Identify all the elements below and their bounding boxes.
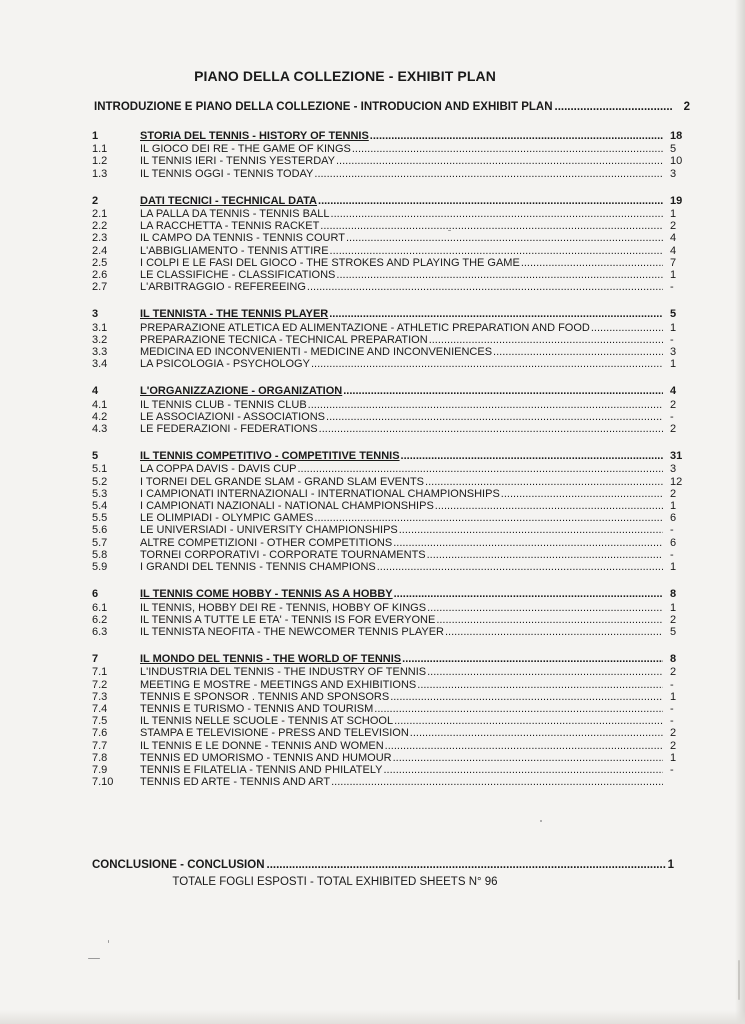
leader-dots xyxy=(383,764,663,776)
entry-title: IL TENNIS, HOBBY DEI RE - TENNIS, HOBBY OF KINGS xyxy=(140,601,427,614)
entry-number: 7.6 xyxy=(92,727,108,740)
entry-number: 5.4 xyxy=(92,500,108,513)
entry-number: 2.1 xyxy=(92,208,108,221)
entry-page: 1 xyxy=(670,690,677,703)
leader-dots xyxy=(410,727,663,739)
entry-page: 4 xyxy=(670,385,677,398)
leader-dots xyxy=(393,537,663,549)
leader-dots xyxy=(319,423,663,435)
leader-dots xyxy=(311,358,663,370)
entry-page: 5 xyxy=(670,308,677,321)
entry-title: IL TENNIS COMPETITIVO - COMPETITIVE TENNIS xyxy=(140,450,400,463)
entry-title: LA COPPA DAVIS - DAVIS CUP xyxy=(140,463,297,476)
section-heading xyxy=(92,588,692,600)
conclusion-entry xyxy=(92,859,674,872)
entry-page: 2 xyxy=(670,220,677,233)
leader-dots xyxy=(267,859,666,872)
entry-number: 3 xyxy=(92,308,99,321)
entry-number: 2.5 xyxy=(92,256,108,269)
entry-title: I CAMPIONATI NAZIONALI - NATIONAL CHAMPIONSHIPS xyxy=(140,500,434,513)
toc-entry xyxy=(92,561,692,573)
leader-dots xyxy=(393,752,663,764)
entry-number: 7.1 xyxy=(92,666,108,679)
entry-page: 4 xyxy=(670,244,677,257)
entry-title: TENNIS E SPONSOR . TENNIS AND SPONSORS xyxy=(140,690,390,703)
leader-dots xyxy=(394,588,663,600)
entry-page: 1 xyxy=(670,561,677,574)
toc-entry xyxy=(92,764,692,776)
entry-number: 5.3 xyxy=(92,487,108,500)
entry-page: - xyxy=(670,333,674,346)
leader-dots xyxy=(352,143,663,155)
entry-page: 3 xyxy=(670,167,677,180)
entry-title: PREPARAZIONE TECNICA - TECHNICAL PREPARATION xyxy=(140,333,428,346)
entry-page: 8 xyxy=(670,653,677,666)
entry-title: IL CAMPO DA TENNIS - TENNIS COURT xyxy=(140,232,345,245)
entry-number: 6.1 xyxy=(92,601,108,614)
entry-title: MEDICINA ED INCONVENIENTI - MEDICINE AND INCONVENIENCES xyxy=(140,346,493,359)
toc-entry xyxy=(92,614,692,626)
leader-dots xyxy=(417,679,663,691)
toc-section xyxy=(92,450,692,573)
entry-title: IL TENNIS NELLE SCUOLE - TENNIS AT SCHOOL xyxy=(140,715,394,728)
toc-entry xyxy=(92,512,692,524)
leader-dots xyxy=(318,195,663,207)
entry-number: 2.4 xyxy=(92,244,108,257)
entry-page: 2 xyxy=(670,487,677,500)
entry-page: 6 xyxy=(670,536,677,549)
leader-dots xyxy=(336,269,663,281)
entry-title: STAMPA E TELEVISIONE - PRESS AND TELEVISION xyxy=(140,727,409,740)
entry-number: 5.1 xyxy=(92,463,108,476)
entry-title: IL TENNIS IERI - TENNIS YESTERDAY xyxy=(140,155,335,168)
toc-entry xyxy=(92,334,692,346)
leader-dots xyxy=(336,155,663,167)
entry-title: PREPARAZIONE ATLETICA ED ALIMENTAZIONE - ATHLETIC PREPARATION AND FOOD xyxy=(140,321,590,334)
entry-number: 2 xyxy=(92,194,99,207)
entry-number: 6.2 xyxy=(92,613,108,626)
entry-number: 5.9 xyxy=(92,561,108,574)
entry-page: 2 xyxy=(670,666,677,679)
leader-dots xyxy=(329,308,663,320)
toc-entry xyxy=(92,322,692,334)
entry-title: IL TENNIS CLUB - TENNIS CLUB xyxy=(140,398,307,411)
entry-number: 7.8 xyxy=(92,751,108,764)
leader-dots xyxy=(298,463,664,475)
leader-dots xyxy=(427,666,663,678)
entry-title: I GRANDI DEL TENNIS - TENNIS CHAMPIONS xyxy=(140,561,376,574)
leader-dots xyxy=(385,740,663,752)
entry-number: 4.1 xyxy=(92,398,108,411)
leader-dots xyxy=(343,385,663,397)
entry-title: LA PSICOLOGIA - PSYCHOLOGY xyxy=(140,358,310,371)
toc-entry xyxy=(92,399,692,411)
section-heading xyxy=(92,308,692,320)
toc-entry xyxy=(92,500,692,512)
leader-dots xyxy=(331,208,663,220)
toc-section xyxy=(92,385,692,435)
toc-entry xyxy=(92,476,692,488)
entry-number: 2.2 xyxy=(92,220,108,233)
entry-title: IL TENNIS A TUTTE LE ETA' - TENNIS IS FOR EVERYONE xyxy=(140,613,436,626)
toc-entry xyxy=(92,524,692,536)
entry-title: L'ORGANIZZAZIONE - ORGANIZATION xyxy=(140,385,343,398)
toc-entry xyxy=(92,358,692,370)
entry-title: LE UNIVERSIADI - UNIVERSITY CHAMPIONSHIPS xyxy=(140,524,398,537)
entry-title: I COLPI E LE FASI DEL GIOCO - THE STROKES AND PLAYING THE GAME xyxy=(140,256,520,269)
entry-page: - xyxy=(670,763,674,776)
toc-entry xyxy=(92,208,692,220)
leader-dots xyxy=(399,524,663,536)
entry-number: 6 xyxy=(92,588,99,601)
entry-number: 5.2 xyxy=(92,475,108,488)
leader-dots xyxy=(370,130,663,142)
entry-page: 12 xyxy=(670,475,683,488)
conclusion-label: CONCLUSIONE - CONCLUSION xyxy=(92,859,265,871)
toc-entry xyxy=(92,232,692,244)
toc-entry xyxy=(92,281,692,293)
leader-dots xyxy=(331,776,663,788)
leader-dots xyxy=(493,346,663,358)
entry-page: 2 xyxy=(670,398,677,411)
leader-dots xyxy=(521,257,663,269)
toc-entry xyxy=(92,691,692,703)
entry-number: 4 xyxy=(92,385,99,398)
toc-entry xyxy=(92,679,692,691)
toc-section xyxy=(92,308,692,370)
entry-number: 7.9 xyxy=(92,763,108,776)
page-bottom-shadow xyxy=(0,1010,745,1024)
entry-page: 2 xyxy=(670,739,677,752)
intro-label: INTRODUZIONE E PIANO DELLA COLLEZIONE - INTRODUCION AND EXHIBIT PLAN xyxy=(94,101,553,113)
entry-title: IL TENNISTA NEOFITA - THE NEWCOMER TENNIS PLAYER xyxy=(140,625,444,638)
entry-number: 3.2 xyxy=(92,333,108,346)
entry-number: 3.1 xyxy=(92,321,108,334)
toc-entry xyxy=(92,220,692,232)
entry-number: 7.4 xyxy=(92,702,108,715)
leader-dots xyxy=(402,653,663,665)
entry-page: 1 xyxy=(670,601,677,614)
section-heading xyxy=(92,195,692,207)
leader-dots xyxy=(425,476,663,488)
toc-entry xyxy=(92,752,692,764)
entry-page: - xyxy=(670,715,674,728)
toc-entry xyxy=(92,626,692,638)
entry-number: 3.4 xyxy=(92,358,108,371)
toc-entry xyxy=(92,423,692,435)
entry-title: IL MONDO DEL TENNIS - THE WORLD OF TENNIS xyxy=(140,653,402,666)
entry-number: 4.2 xyxy=(92,410,108,423)
leader-dots xyxy=(435,500,663,512)
toc-entry xyxy=(92,715,692,727)
entry-page: 4 xyxy=(670,232,677,245)
entry-number: 2.3 xyxy=(92,232,108,245)
entry-number: 2.7 xyxy=(92,281,108,294)
leader-dots xyxy=(314,168,663,180)
entry-page: 6 xyxy=(670,512,677,525)
entry-title: TENNIS E TURISMO - TENNIS AND TOURISM xyxy=(140,702,374,715)
entry-page: 2 xyxy=(670,727,677,740)
entry-number: 7.2 xyxy=(92,678,108,691)
entry-title: LE OLIMPIADI - OLYMPIC GAMES xyxy=(140,512,314,525)
entry-title: LA PALLA DA TENNIS - TENNIS BALL xyxy=(140,208,330,221)
entry-title: MEETING E MOSTRE - MEETINGS AND EXHIBITIONS xyxy=(140,678,417,691)
toc-entry xyxy=(92,666,692,678)
entry-number: 5.7 xyxy=(92,536,108,549)
toc-entry xyxy=(92,168,692,180)
entry-title: TORNEI CORPORATIVI - CORPORATE TOURNAMENTS xyxy=(140,548,426,561)
toc-section xyxy=(92,195,692,294)
table-of-contents xyxy=(92,130,692,803)
toc-entry xyxy=(92,537,692,549)
leader-dots xyxy=(429,334,663,346)
entry-number: 7.5 xyxy=(92,715,108,728)
leader-dots xyxy=(346,232,663,244)
entry-page: - xyxy=(670,678,674,691)
entry-page: 10 xyxy=(670,155,683,168)
toc-entry xyxy=(92,602,692,614)
leader-dots xyxy=(377,561,663,573)
conclusion-page: 1 xyxy=(667,859,674,871)
section-heading xyxy=(92,450,692,462)
entry-number: 4.3 xyxy=(92,423,108,436)
entry-title: TENNIS ED ARTE - TENNIS AND ART xyxy=(140,776,331,789)
entry-title: IL TENNIS OGGI - TENNIS TODAY xyxy=(140,167,314,180)
total-sheets: TOTALE FOGLI ESPOSTI - TOTAL EXHIBITED SHEETS N° 96 xyxy=(172,876,498,888)
toc-entry xyxy=(92,488,692,500)
leader-dots xyxy=(374,703,663,715)
entry-number: 7.7 xyxy=(92,739,108,752)
scan-speck xyxy=(448,230,451,231)
entry-title: I CAMPIONATI INTERNAZIONALI - INTERNATIONAL CHAMPIONSHIPS xyxy=(140,487,500,500)
toc-section xyxy=(92,653,692,788)
entry-page: 1 xyxy=(670,269,677,282)
entry-number: 5.6 xyxy=(92,524,108,537)
entry-title: L'ARBITRAGGIO - REFEREEING xyxy=(140,281,306,294)
entry-number: 7 xyxy=(92,653,99,666)
entry-title: LE CLASSIFICHE - CLASSIFICATIONS xyxy=(140,269,336,282)
entry-title: L'ABBIGLIAMENTO - TENNIS ATTIRE xyxy=(140,244,329,257)
entry-number: 5 xyxy=(92,450,99,463)
toc-entry xyxy=(92,703,692,715)
entry-page: 1 xyxy=(670,208,677,221)
entry-number: 1.1 xyxy=(92,143,108,156)
entry-title: IL GIOCO DEI RE - THE GAME OF KINGS xyxy=(140,143,351,156)
scan-speck xyxy=(108,940,109,943)
entry-page: 2 xyxy=(670,613,677,626)
leader-dots xyxy=(501,488,663,500)
scan-speck xyxy=(88,958,100,959)
entry-number: 5.5 xyxy=(92,512,108,525)
leader-dots xyxy=(427,602,663,614)
entry-title: DATI TECNICI - TECHNICAL DATA xyxy=(140,194,318,207)
intro-entry xyxy=(94,101,690,114)
entry-page: 31 xyxy=(670,450,683,463)
entry-page: 1 xyxy=(670,500,677,513)
entry-page: 7 xyxy=(670,256,677,269)
entry-title: L'INDUSTRIA DEL TENNIS - THE INDUSTRY OF TENNIS xyxy=(140,666,427,679)
entry-page: 5 xyxy=(670,143,677,156)
section-heading xyxy=(92,653,692,665)
leader-dots xyxy=(401,450,663,462)
page-title: PIANO DELLA COLLEZIONE - EXHIBIT PLAN xyxy=(194,68,496,84)
entry-page: - xyxy=(670,548,674,561)
leader-dots xyxy=(326,411,663,423)
entry-page: 18 xyxy=(670,130,683,142)
entry-number: 3.3 xyxy=(92,346,108,359)
entry-page: - xyxy=(670,702,674,715)
entry-page: 19 xyxy=(670,194,683,207)
entry-page: 8 xyxy=(670,588,677,601)
toc-entry xyxy=(92,411,692,423)
toc-section xyxy=(92,130,692,180)
entry-number: 1 xyxy=(92,130,99,142)
toc-entry xyxy=(92,776,692,788)
entry-page: 3 xyxy=(670,463,677,476)
page-edge-shadow xyxy=(735,0,745,1024)
entry-title: LE ASSOCIAZIONI - ASSOCIATIONS xyxy=(140,410,326,423)
leader-dots xyxy=(390,691,663,703)
toc-entry xyxy=(92,463,692,475)
entry-number: 5.8 xyxy=(92,548,108,561)
entry-number: 1.3 xyxy=(92,167,108,180)
toc-entry xyxy=(92,257,692,269)
entry-title: IL TENNISTA - THE TENNIS PLAYER xyxy=(140,308,329,321)
entry-title: IL TENNIS E LE DONNE - TENNIS AND WOMEN xyxy=(140,739,384,752)
entry-page: 2 xyxy=(670,423,677,436)
entry-title: ALTRE COMPETIZIONI - OTHER COMPETITIONS xyxy=(140,536,393,549)
entry-title: TENNIS E FILATELIA - TENNIS AND PHILATELY xyxy=(140,763,383,776)
entry-page: 1 xyxy=(670,321,677,334)
entry-page: - xyxy=(670,524,674,537)
toc-entry xyxy=(92,245,692,257)
entry-number: 2.6 xyxy=(92,269,108,282)
toc-entry xyxy=(92,549,692,561)
intro-page: 2 xyxy=(683,101,690,113)
leader-dots xyxy=(436,614,663,626)
entry-page: 1 xyxy=(670,358,677,371)
section-heading xyxy=(92,385,692,397)
entry-page: - xyxy=(670,281,674,294)
entry-title: STORIA DEL TENNIS - HISTORY OF TENNIS xyxy=(140,130,369,142)
leader-dots xyxy=(330,245,663,257)
leader-dots xyxy=(427,549,663,561)
entry-page: 5 xyxy=(670,625,677,638)
entry-page: - xyxy=(670,410,674,423)
toc-entry xyxy=(92,143,692,155)
entry-page: 3 xyxy=(670,346,677,359)
toc-entry xyxy=(92,346,692,358)
leader-dots xyxy=(320,220,663,232)
toc-entry xyxy=(92,740,692,752)
leader-dots xyxy=(591,322,663,334)
toc-entry xyxy=(92,155,692,167)
entry-title: I TORNEI DEL GRANDE SLAM - GRAND SLAM EVENTS xyxy=(140,475,425,488)
leader-dots xyxy=(308,399,663,411)
leader-dots xyxy=(314,512,663,524)
toc-entry xyxy=(92,727,692,739)
leader-dots xyxy=(394,715,663,727)
entry-title: LA RACCHETTA - TENNIS RACKET xyxy=(140,220,320,233)
entry-number: 6.3 xyxy=(92,625,108,638)
toc-section xyxy=(92,588,692,638)
entry-title: IL TENNIS COME HOBBY - TENNIS AS A HOBBY xyxy=(140,588,393,601)
toc-entry xyxy=(92,269,692,281)
scan-speck xyxy=(540,820,542,822)
leader-dots xyxy=(307,281,663,293)
entry-title: LE FEDERAZIONI - FEDERATIONS xyxy=(140,423,318,436)
entry-page: 1 xyxy=(670,751,677,764)
entry-title: TENNIS ED UMORISMO - TENNIS AND HUMOUR xyxy=(140,751,392,764)
section-heading xyxy=(92,130,692,142)
leader-dots xyxy=(445,626,663,638)
entry-number: 1.2 xyxy=(92,155,108,168)
entry-number: 7.10 xyxy=(92,776,114,789)
entry-number: 7.3 xyxy=(92,690,108,703)
leader-dots xyxy=(555,101,672,114)
scan-speck xyxy=(738,960,740,1000)
